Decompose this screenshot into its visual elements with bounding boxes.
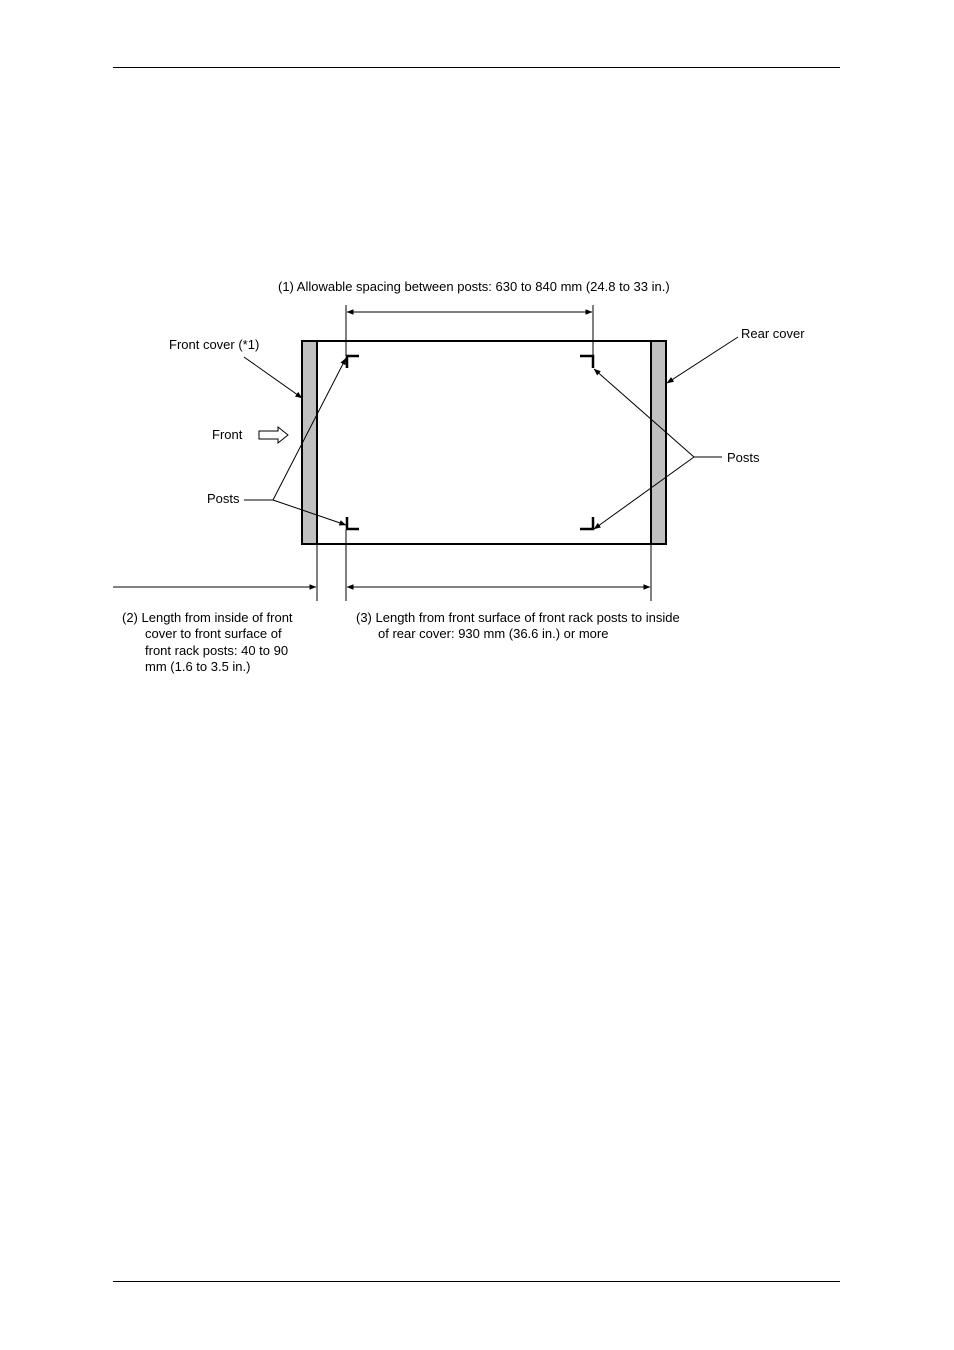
dimension-post-spacing bbox=[346, 305, 593, 356]
svg-text:of rear cover: 930 mm (36.6 in: of rear cover: 930 mm (36.6 in.) or more bbox=[378, 626, 609, 641]
rear-cover-panel bbox=[651, 341, 666, 544]
svg-text:(3) Length from front surface: (3) Length from front surface of front rack posts to inside bbox=[356, 610, 680, 625]
note-rear-length bbox=[356, 610, 680, 641]
label-front-cover: Front cover (*1) bbox=[169, 337, 260, 352]
leader-rear-cover bbox=[667, 337, 738, 383]
post-front-top bbox=[347, 356, 359, 368]
svg-text:mm (1.6 to 3.5 in.): mm (1.6 to 3.5 in.) bbox=[145, 659, 251, 674]
leader-front-cover bbox=[244, 357, 302, 398]
label-rear-cover: Rear cover bbox=[741, 326, 805, 341]
front-direction-arrow-icon bbox=[259, 427, 288, 443]
label-post-spacing: (1) Allowable spacing between posts: 630 to 840 mm (24.8 to 33 in.) bbox=[278, 279, 670, 294]
front-cover-panel bbox=[302, 341, 317, 544]
label-front: Front bbox=[212, 427, 243, 442]
dimension-bottom bbox=[113, 530, 651, 601]
label-posts-right: Posts bbox=[727, 450, 760, 465]
leader-posts-left bbox=[244, 358, 346, 525]
footer-rule bbox=[113, 1281, 840, 1282]
rack-outline bbox=[302, 341, 666, 544]
post-rear-bottom bbox=[580, 517, 593, 529]
note-front-length bbox=[122, 610, 293, 674]
post-rear-top bbox=[580, 356, 593, 368]
label-posts-left: Posts bbox=[207, 491, 240, 506]
svg-text:front rack posts: 40 to 90: front rack posts: 40 to 90 bbox=[145, 643, 289, 658]
svg-text:cover to front surface of: cover to front surface of bbox=[145, 626, 282, 641]
post-front-bottom bbox=[347, 517, 359, 529]
svg-text:(2) Length from inside of fron: (2) Length from inside of front bbox=[122, 610, 293, 625]
